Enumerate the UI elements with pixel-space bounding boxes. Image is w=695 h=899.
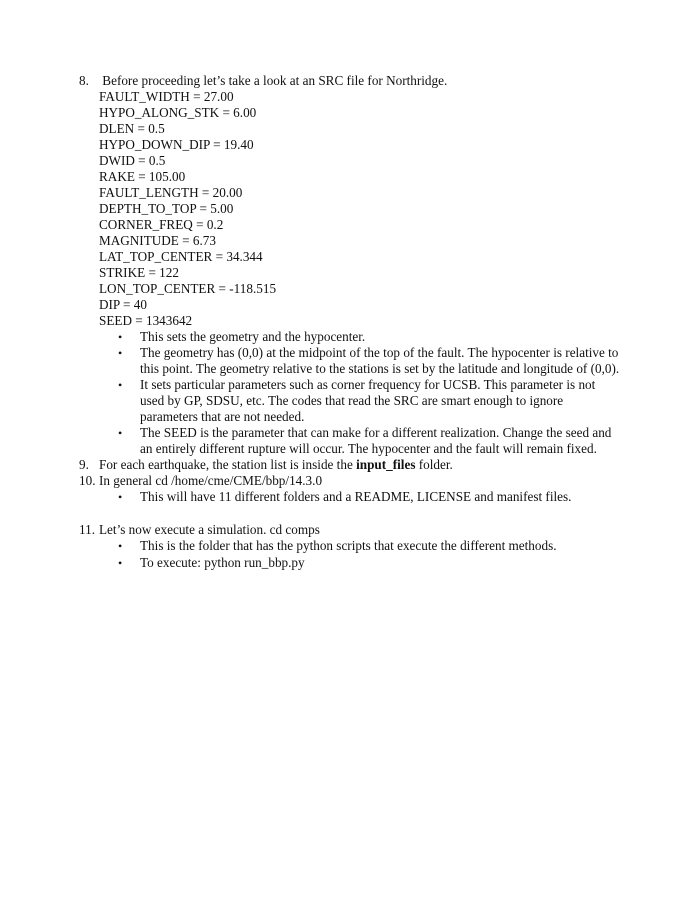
list-item-8: [79, 73, 447, 89]
src-param: MAGNITUDE = 6.73: [99, 233, 216, 248]
bullet-text: The SEED is the parameter that can make for a different realization. Change the seed and: [140, 425, 612, 440]
src-param: LON_TOP_CENTER = -118.515: [99, 281, 277, 296]
item-number: 9.: [79, 457, 89, 472]
bullet-icon: •: [118, 346, 123, 360]
bullet-icon: •: [118, 426, 123, 440]
item-text: Let’s now execute a simulation. cd comps: [99, 522, 320, 537]
bullet-text: parameters that are not needed.: [140, 409, 305, 424]
src-param: FAULT_WIDTH = 27.00: [99, 89, 234, 104]
item-text: Before proceeding let’s take a look at an SRC file for Northridge.: [102, 73, 448, 88]
src-param: DWID = 0.5: [99, 153, 166, 168]
bullet-text: It sets particular parameters such as corner frequency for UCSB. This parameter is not: [140, 377, 596, 392]
folder-name: input_files: [356, 457, 416, 472]
item-text: In general cd /home/cme/CME/bbp/14.3.0: [99, 473, 323, 488]
bullet-text: To execute: python run_bbp.py: [140, 555, 305, 570]
bullet-icon: •: [118, 330, 123, 344]
item-text: folder.: [415, 457, 453, 472]
src-param: CORNER_FREQ = 0.2: [99, 217, 224, 232]
bullet-icon: •: [118, 556, 123, 570]
src-param: HYPO_DOWN_DIP = 19.40: [99, 137, 254, 152]
bullet-text: This sets the geometry and the hypocenter.: [140, 329, 366, 344]
item-number: 10.: [79, 473, 96, 488]
src-param: RAKE = 105.00: [99, 169, 186, 184]
bullet-text: this point. The geometry relative to the stations is set by the latitude and longitude of (0,0).: [140, 361, 620, 376]
bullet-text: This is the folder that has the python scripts that execute the different methods.: [140, 538, 557, 553]
bullet-icon: •: [118, 378, 123, 392]
bullet-icon: •: [118, 539, 123, 553]
src-param: SEED = 1343642: [99, 313, 193, 328]
src-param: DLEN = 0.5: [99, 121, 165, 136]
src-param: LAT_TOP_CENTER = 34.344: [99, 249, 263, 264]
bullet-text: This will have 11 different folders and a README, LICENSE and manifest files.: [140, 489, 572, 504]
bullet-text: used by GP, SDSU, etc. The codes that read the SRC are smart enough to ignore: [140, 393, 564, 408]
src-param: FAULT_LENGTH = 20.00: [99, 185, 243, 200]
bullet-text: an entirely different rupture will occur. The hypocenter and the fault will remain fixed.: [140, 441, 597, 456]
src-param: STRIKE = 122: [99, 265, 179, 280]
list-item-9: [79, 457, 453, 473]
bullet-icon: •: [118, 490, 123, 504]
list-item-10: [79, 473, 322, 489]
src-param: DEPTH_TO_TOP = 5.00: [99, 201, 234, 216]
list-item-11: [79, 522, 320, 538]
item-number: 8.: [79, 73, 89, 88]
item-number: 11.: [79, 522, 95, 537]
src-param: DIP = 40: [99, 297, 147, 312]
bullet-text: The geometry has (0,0) at the midpoint of the top of the fault. The hypocenter is relative to: [140, 345, 619, 360]
src-param: HYPO_ALONG_STK = 6.00: [99, 105, 257, 120]
item-text: For each earthquake, the station list is inside the: [99, 457, 357, 472]
